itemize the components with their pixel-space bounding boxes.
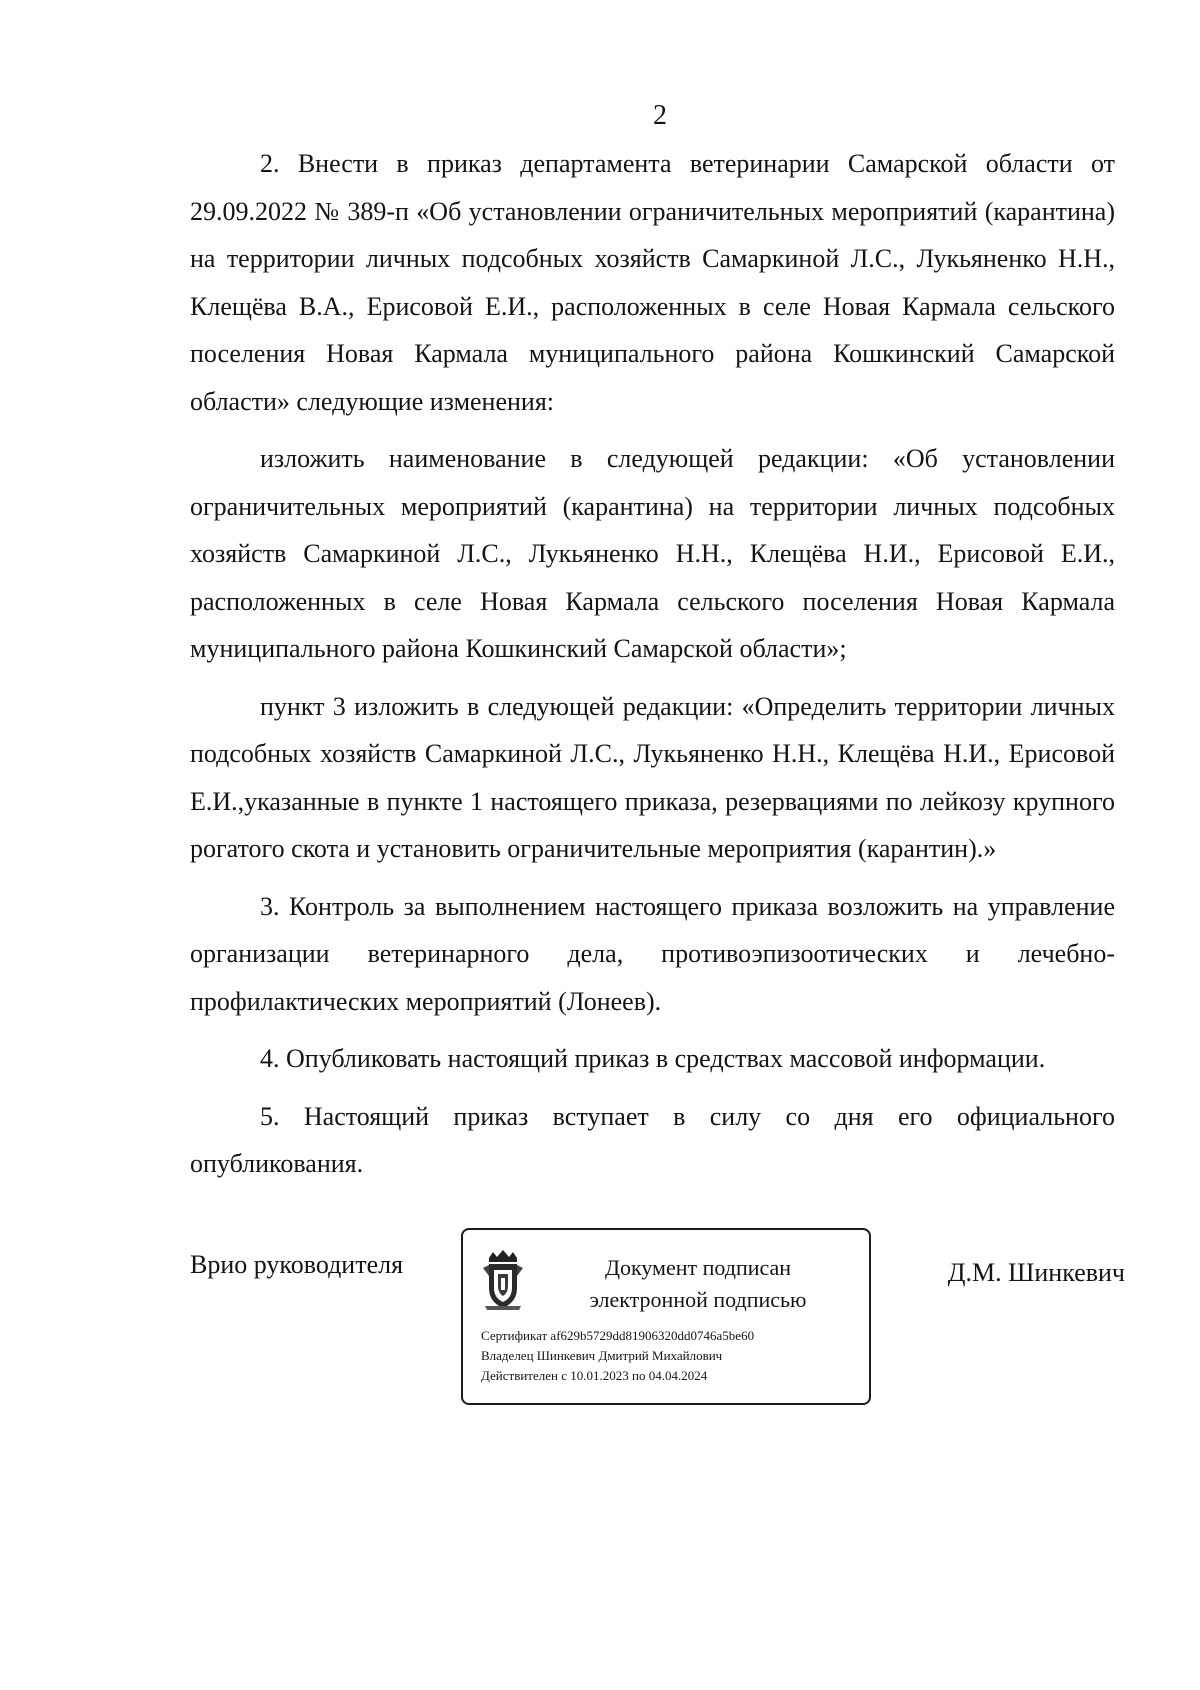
paragraph-amendment: 2. Внести в приказ департамента ветеринарии Самарской области от 29.09.2022 № 389-п «Об установлении ограничительных мероприятий (карантина) на территории личных подсобных хозяйств Самаркиной Л.С., Лукьяненко Н.Н., Клещёва В.А., Ерисовой Е.И., расположенных в селе Новая Кармала сельского поселения Новая Кармала муниципального района Кошкинский Самарской области» следующие изменения: [190,149,1115,416]
page-number: 2 [653,100,667,131]
paragraph-title-change: изложить наименование в следующей редакции: «Об установлении ограничительных мероприятий (карантина) на территории личных подсобных хозяйств Самаркиной Л.С., Лукьяненко Н.Н., Клещёва Н.И., Ерисовой Е.И., расположенных в селе Новая Кармала сельского поселения Новая Кармала муниципального района Кошкинский Самарской области»; [190,444,1115,663]
paragraph-control: 3. Контроль за выполнением настоящего приказа возложить на управление организации ветеринарного дела, противоэпизоотических и лечебно-профилактических мероприятий (Лонеев). [190,891,1115,1016]
signer-position: Врио руководителя [190,1250,404,1279]
electronic-signature-stamp [461,1228,871,1405]
stamp-details [481,1326,754,1386]
paragraph-point-3-change: пункт 3 изложить в следующей редакции: «Определить территории личных подсобных хозяйств Самаркиной Л.С., Лукьяненко Н.Н., Клещёва Н.И., Ерисовой Е.И.,указанные в пункте 1 настоящего приказа, резервациями по лейкозу крупного рогатого скота и установить ограничительные мероприятия (карантин).» [190,691,1115,863]
paragraph-effective: 5. Настоящий приказ вступает в силу со дня его официального опубликования. [190,1101,1115,1178]
document-body [190,140,1115,1198]
signer-name: Д.М. Шинкевич [947,1258,1125,1287]
stamp-title [543,1252,853,1316]
stamp-owner: Владелец Шинкевич Дмитрий Михайлович [481,1348,723,1363]
stamp-title-line-2: электронной подписью [589,1287,807,1312]
stamp-title-line-1: Документ подписан [604,1255,792,1280]
coat-of-arms-icon [479,1248,527,1312]
stamp-certificate: Сертификат af629b5729dd81906320dd0746a5be60 [481,1328,755,1343]
stamp-validity: Действителен с 10.01.2023 по 04.04.2024 [481,1368,708,1383]
paragraph-publish: 4. Опубликовать настоящий приказ в средствах массовой информации. [260,1044,1046,1073]
